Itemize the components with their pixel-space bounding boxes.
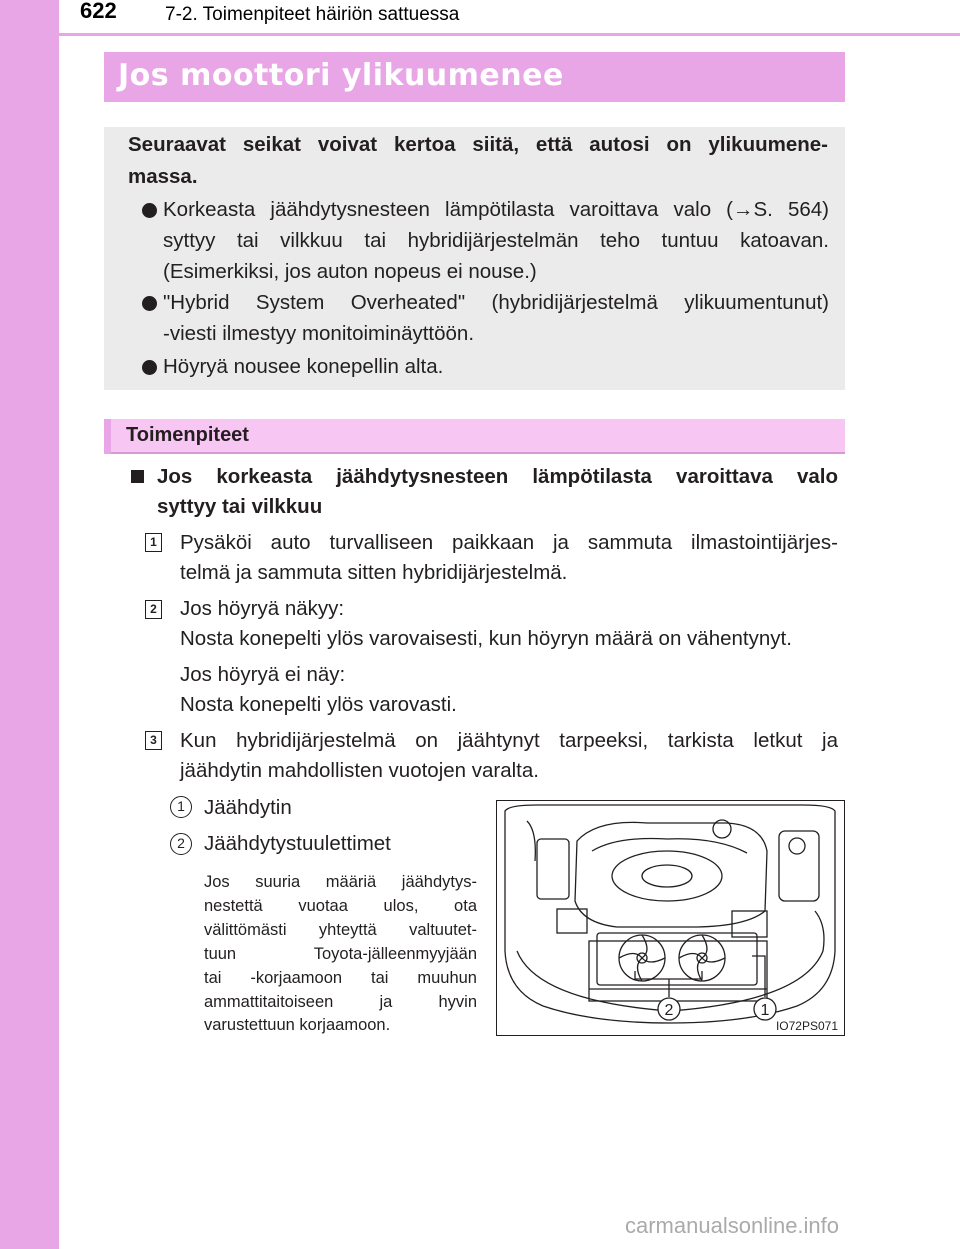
subheading-bar [104, 419, 845, 454]
header-rule [59, 33, 960, 36]
section-header: 7-2. Toimenpiteet häiriön sattuessa [165, 4, 460, 25]
step-number-box: 3 [145, 731, 162, 750]
bullet1-line2: syttyy tai vilkkuu tai hybridijärjestelmän teho tuntuu katoavan. [163, 229, 829, 252]
bullet-dot [142, 203, 157, 218]
symptom-box [104, 127, 845, 390]
note-line2: nestettä vuotaa ulos, ota [204, 897, 477, 915]
callout-label: Jäähdytin [204, 796, 292, 819]
note-line6: ammattitaitoiseen ja hyvin [204, 993, 477, 1011]
bullet1-line1: Korkeasta jäähdytysnesteen lämpötilasta varoittava valo (→S. 564) [163, 198, 829, 221]
figure-code: IO72PS071 [775, 1019, 838, 1033]
bullet-dot [142, 360, 157, 375]
step3-line1: Kun hybridijärjestelmä on jäähtynyt tarpeeksi, tarkista letkut ja [180, 729, 838, 752]
engine-bay-figure [496, 800, 845, 1036]
bullet1-line3: (Esimerkiksi, jos auton nopeus ei nouse.) [163, 260, 537, 283]
subheading: Toimenpiteet [126, 424, 249, 446]
bullet3-line1: Höyryä nousee konepellin alta. [163, 355, 444, 378]
section-heading-line1: Jos korkeasta jäähdytysnesteen lämpötilasta varoittava valo [157, 465, 838, 488]
step1-line1: Pysäköi auto turvalliseen paikkaan ja sammuta ilmastointijärjes- [180, 531, 838, 554]
section-heading-line2: syttyy tai vilkkuu [157, 495, 323, 518]
step2-line4: Nosta konepelti ylös varovasti. [180, 693, 457, 716]
bullet-dot [142, 296, 157, 311]
figure-marker-2-label: 2 [664, 1002, 674, 1019]
bullet2-line2: -viesti ilmestyy monitoiminäyttöön. [163, 322, 475, 345]
subheading-accent [104, 419, 111, 454]
page-number: 622 [80, 0, 117, 23]
callout-marker: 1 [170, 796, 192, 818]
note-line3: välittömästi yhteyttä valtuutet- [204, 921, 477, 939]
step2-line2: Nosta konepelti ylös varovaisesti, kun höyryn määrä on vähentynyt. [180, 627, 792, 650]
side-tab-strip [0, 0, 59, 1249]
note-line5: tai -korjaamoon tai muuhun [204, 969, 477, 987]
callout-marker: 2 [170, 833, 192, 855]
note-line7: varustettuun korjaamoon. [204, 1016, 391, 1034]
bullet2-line1: "Hybrid System Overheated" (hybridijärjestelmä ylikuumentunut) [163, 291, 829, 314]
callout-label: Jäähdytystuulettimet [204, 832, 391, 855]
square-bullet-icon [131, 470, 144, 483]
note-line4: tuun Toyota-jälleenmyyjään [204, 945, 477, 963]
figure-marker-1-label: 1 [760, 1002, 770, 1019]
step2-line1: Jos höyryä näkyy: [180, 597, 345, 620]
step3-line2: jäähdytin mahdollisten vuotojen varalta. [180, 759, 539, 782]
watermark: carmanualsonline.info [625, 1213, 840, 1238]
step-number-box: 2 [145, 600, 162, 619]
title-bar [104, 52, 845, 102]
note-line1: Jos suuria määriä jäähdytys- [204, 873, 477, 891]
engine-bay-drawing [497, 801, 843, 1034]
intro-line2: massa. [128, 165, 198, 188]
step2-line3: Jos höyryä ei näy: [180, 663, 346, 686]
step-number-box: 1 [145, 533, 162, 552]
page-title: Jos moottori ylikuumenee [118, 58, 564, 93]
step1-line2: telmä ja sammuta sitten hybridijärjestelmä. [180, 561, 568, 584]
intro-line1: Seuraavat seikat voivat kertoa siitä, että autosi on ylikuumene- [128, 133, 828, 156]
